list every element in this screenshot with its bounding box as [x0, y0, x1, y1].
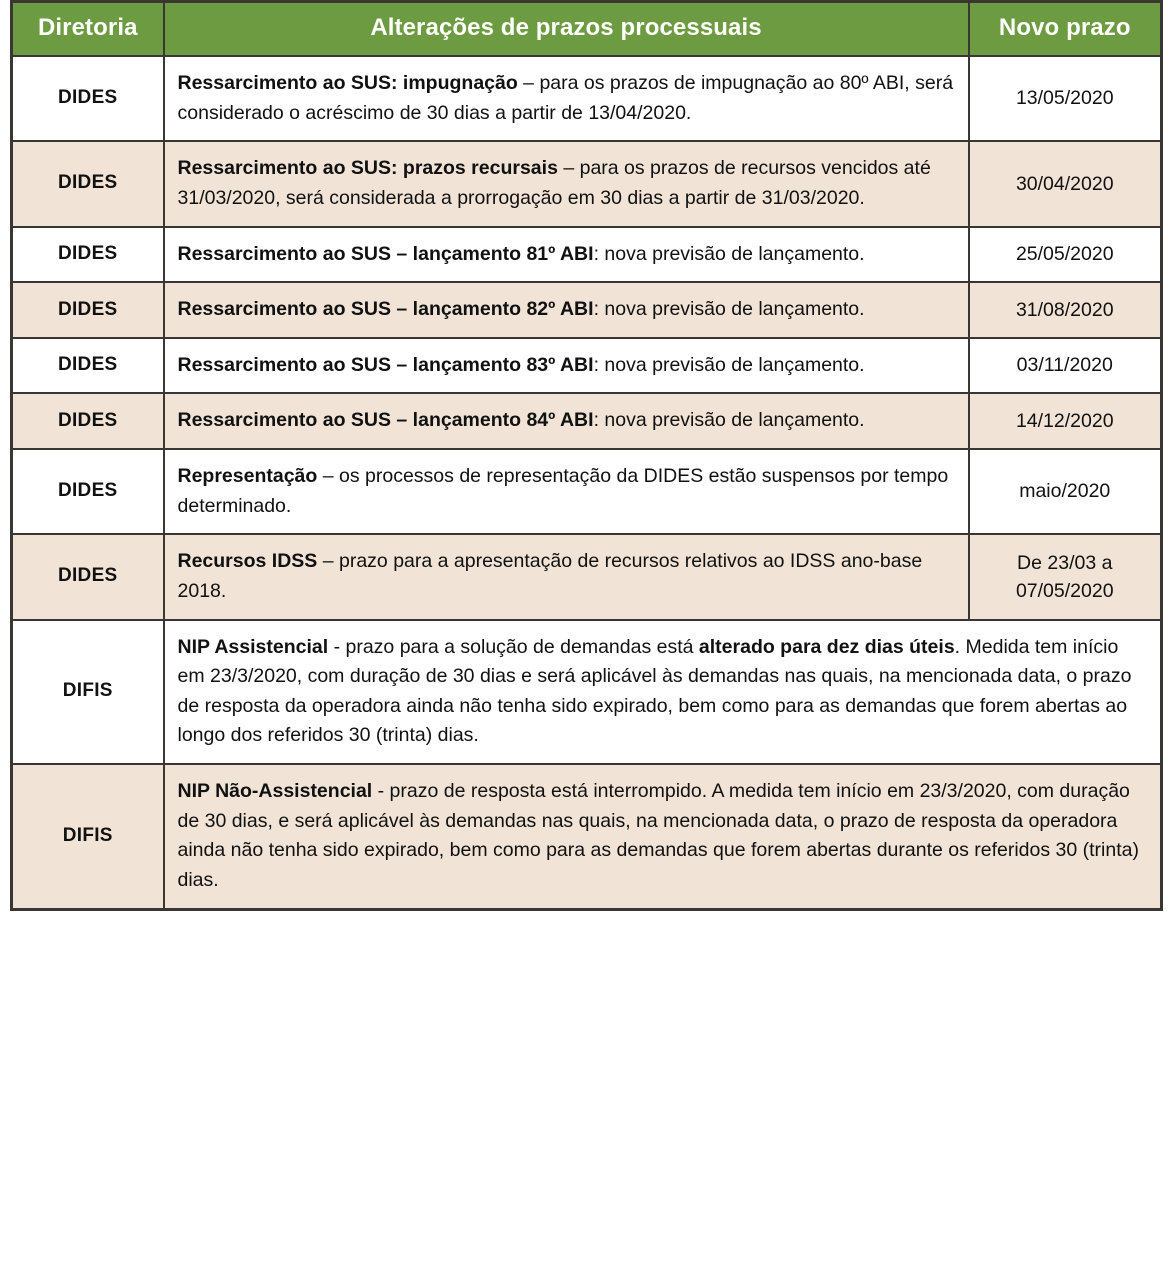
- column-header-alteracoes: Alterações de prazos processuais: [164, 2, 969, 57]
- header-row: [12, 2, 1162, 57]
- cell-novo-prazo: 30/04/2020: [969, 141, 1162, 226]
- descricao-lead: Ressarcimento ao SUS: prazos recursais: [177, 157, 558, 180]
- cell-novo-prazo: 13/05/2020: [969, 56, 1162, 141]
- cell-diretoria: DIDES: [12, 449, 164, 534]
- cell-descricao: [164, 56, 969, 141]
- deadlines-table: [10, 0, 1163, 911]
- descricao-text: : nova previsão de lançamento.: [593, 298, 865, 321]
- cell-diretoria: DIDES: [12, 393, 164, 449]
- cell-novo-prazo: maio/2020: [969, 449, 1162, 534]
- descricao-text: – para os prazos de recursos vencidos até 31/03/2020, será considerada a prorrogação em 30 dias a partir de 31/03/2020.: [177, 157, 931, 209]
- descricao-lead: NIP Assistencial: [177, 635, 329, 658]
- descricao-lead: NIP Não-Assistencial: [177, 780, 373, 802]
- table-row: [12, 338, 1162, 394]
- cell-novo-prazo: 25/05/2020: [969, 227, 1162, 283]
- table-row: [12, 56, 1162, 141]
- cell-descricao: [164, 534, 969, 619]
- descricao-lead: Representação: [177, 465, 318, 487]
- table-row: [12, 393, 1162, 449]
- column-header-diretoria: Diretoria: [12, 2, 164, 57]
- table-row: [12, 282, 1162, 338]
- descricao-text: - prazo de resposta está interrompido. A medida tem início em 23/3/2020, com duração de 30 dias, e será aplicável às demandas nas quais, na mencionada data, o prazo de resposta da operadora ainda não tenha sido expirado, bem como para as demandas que forem abertas durante os referidos 30 (trinta) dias.: [177, 780, 1139, 891]
- cell-diretoria: DIFIS: [12, 620, 164, 765]
- descricao-lead: Ressarcimento ao SUS: impugnação: [177, 72, 518, 94]
- cell-diretoria: DIDES: [12, 227, 164, 283]
- column-header-novo-prazo: Novo prazo: [969, 2, 1162, 57]
- descricao-lead: Ressarcimento ao SUS – lançamento 83º ABI: [177, 353, 594, 376]
- table-header: [12, 2, 1162, 57]
- cell-novo-prazo: De 23/03 a 07/05/2020: [969, 534, 1162, 619]
- cell-descricao: [164, 338, 969, 394]
- cell-novo-prazo: 14/12/2020: [969, 393, 1162, 449]
- table-row: [12, 141, 1162, 226]
- table-row: [12, 534, 1162, 619]
- cell-diretoria: DIDES: [12, 534, 164, 619]
- cell-descricao: [164, 393, 969, 449]
- cell-novo-prazo: 31/08/2020: [969, 282, 1162, 338]
- cell-descricao: [164, 227, 969, 283]
- descricao-text: : nova previsão de lançamento.: [593, 353, 865, 376]
- descricao-text: – para os prazos de impugnação ao 80º ABI, será considerado o acréscimo de 30 dias a partir de 13/04/2020.: [177, 72, 954, 124]
- descricao-emphasis: alterado para dez dias úteis: [698, 635, 955, 658]
- descricao-text: : nova previsão de lançamento.: [593, 409, 865, 432]
- cell-diretoria: DIDES: [12, 141, 164, 226]
- cell-descricao: [164, 141, 969, 226]
- table-row: [12, 764, 1162, 909]
- table-row: [12, 449, 1162, 534]
- cell-descricao: [164, 764, 1162, 909]
- table-row: [12, 620, 1162, 765]
- table-row: [12, 227, 1162, 283]
- descricao-lead: Recursos IDSS: [177, 550, 318, 573]
- descricao-lead: Ressarcimento ao SUS – lançamento 81º ABI: [177, 242, 594, 265]
- descricao-text-cont: . Medida tem início em 23/3/2020, com duração de 30 dias e será aplicável às demandas nas quais, na mencionada data, o prazo de resposta da operadora ainda não tenha sido expirado, bem como para as demandas que forem abertas ao longo dos referidos 30 (trinta) dias.: [177, 635, 1132, 747]
- cell-diretoria: DIFIS: [12, 764, 164, 909]
- descricao-text: – os processos de representação da DIDES estão suspensos por tempo determinado.: [177, 465, 949, 517]
- descricao-text: - prazo para a solução de demandas está: [328, 635, 699, 658]
- cell-diretoria: DIDES: [12, 338, 164, 394]
- descricao-text: : nova previsão de lançamento.: [593, 242, 865, 265]
- cell-descricao: [164, 282, 969, 338]
- cell-descricao: [164, 449, 969, 534]
- descricao-text: – prazo para a apresentação de recursos relativos ao IDSS ano-base 2018.: [177, 550, 923, 602]
- cell-diretoria: DIDES: [12, 56, 164, 141]
- descricao-lead: Ressarcimento ao SUS – lançamento 82º ABI: [177, 298, 594, 321]
- cell-descricao: [164, 620, 1162, 765]
- cell-novo-prazo: 03/11/2020: [969, 338, 1162, 394]
- descricao-lead: Ressarcimento ao SUS – lançamento 84º ABI: [177, 409, 594, 432]
- table-body: [12, 56, 1162, 909]
- cell-diretoria: DIDES: [12, 282, 164, 338]
